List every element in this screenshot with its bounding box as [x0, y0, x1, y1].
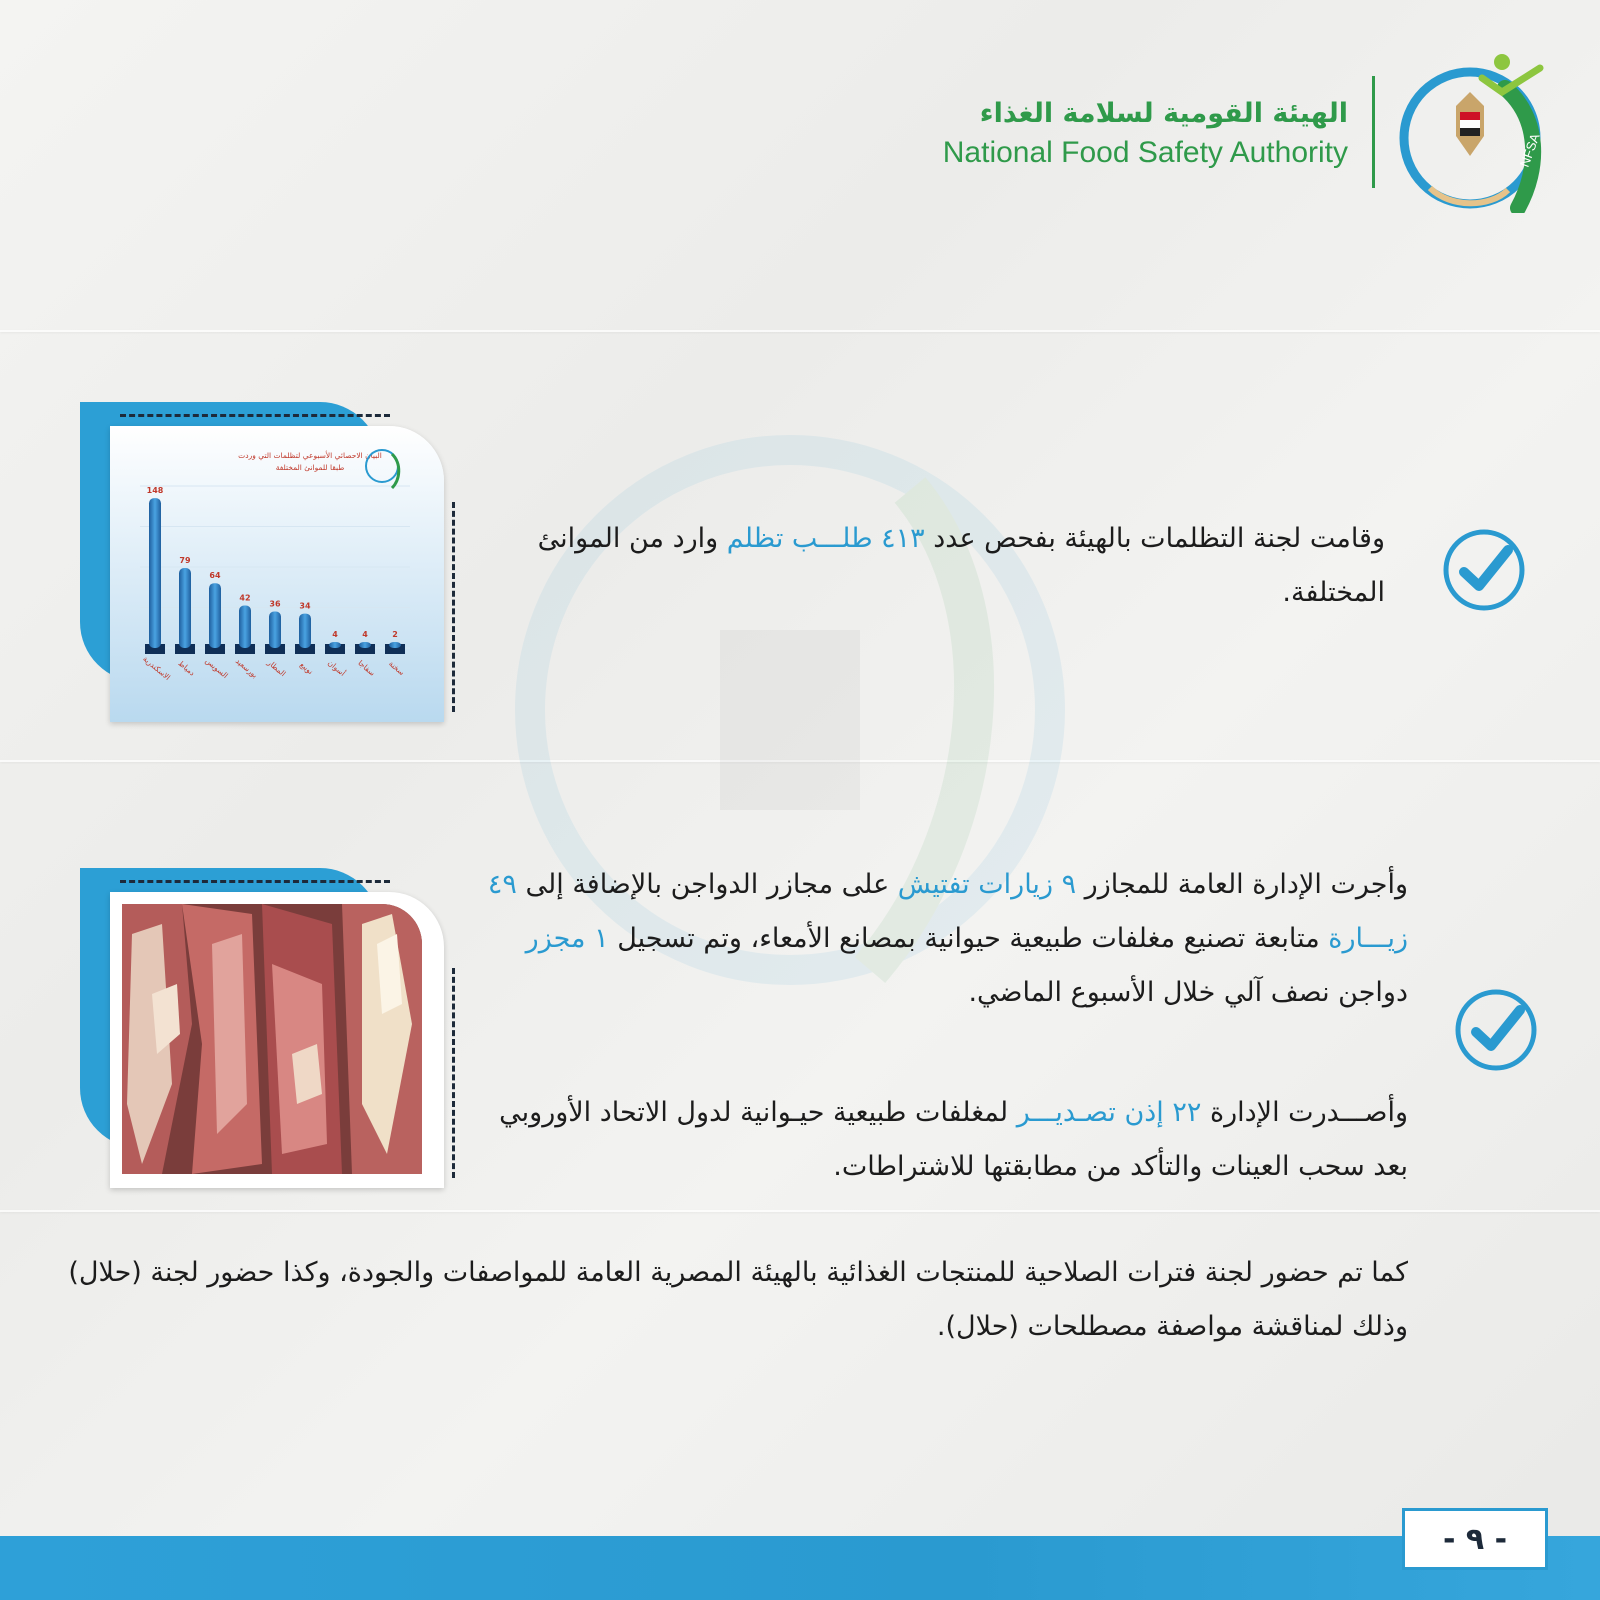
- chart-value-label: 79: [179, 556, 191, 566]
- check-icon: [1442, 528, 1526, 612]
- header: [870, 40, 1570, 220]
- chart-title-line2: طبقا للموانئ المختلفة: [275, 463, 345, 472]
- chart-bar: [149, 498, 161, 648]
- chart-category-label: بورسعيد: [233, 656, 260, 680]
- body-text: وأجرت الإدارة العامة للمجازر: [1076, 869, 1408, 900]
- org-name-arabic: الهيئة القومية لسلامة الغذاء: [979, 98, 1348, 129]
- body-text: على مجازر الدواجن بالإضافة إلى: [516, 869, 898, 900]
- chart-bar: [179, 568, 191, 648]
- svg-text:NFSA: NFSA: [1516, 131, 1543, 170]
- chart-category-label: أسوان: [326, 658, 348, 678]
- paper-texture: [0, 330, 1600, 332]
- photo-card: [110, 892, 444, 1188]
- chart-category-label: دمياط: [176, 658, 197, 678]
- chart-category-label: سفاجا: [356, 658, 377, 678]
- chart-bar: [209, 583, 221, 648]
- chart-value-label: 42: [239, 593, 251, 603]
- footer-bar: [0, 1536, 1600, 1600]
- highlight-text: ٩ زيارات تفتيش: [897, 869, 1077, 900]
- chart-bar: [269, 612, 281, 648]
- meat-carcass-image: [122, 904, 422, 1174]
- chart-card: [110, 426, 444, 722]
- paper-texture: [0, 1210, 1600, 1212]
- chart-title-line1: البيان الاحصائي الأسبوعي لتظلمات التي وردت: [238, 451, 382, 460]
- chart-bar: [239, 605, 251, 648]
- chart-value-label: 36: [269, 599, 281, 609]
- chart-value-label: 34: [299, 601, 311, 611]
- chart-bar: [389, 642, 401, 648]
- highlight-text: ١ مجزر: [525, 923, 609, 954]
- body-text: وقامت لجنة التظلمات بالهيئة بفحص عدد: [924, 523, 1385, 554]
- chart-bar: [299, 614, 311, 648]
- highlight-text: ٢٢ إذن تصـديـــر: [1016, 1097, 1202, 1128]
- photo-frame: [80, 868, 460, 1198]
- highlight-text: ٤٩ زيـــارة: [487, 869, 1408, 954]
- chart-bar: [329, 642, 341, 648]
- highlight-text: ٤١٣ طلـــب تظلم: [726, 523, 925, 554]
- dashed-border: [452, 968, 455, 1178]
- paragraph-export-permits: [458, 1086, 1408, 1194]
- nfsa-logo: [1390, 48, 1570, 213]
- body-text: دواجن نصف آلي خلال الأسبوع الماضي.: [968, 977, 1408, 1008]
- check-icon: [1454, 988, 1538, 1072]
- org-name-english: National Food Safety Authority: [942, 136, 1348, 169]
- paragraph-complaints: [455, 512, 1385, 620]
- chart-category-label: الاسكندرية: [141, 654, 173, 683]
- dashed-border: [120, 414, 390, 417]
- chart-category-label: المطار: [265, 657, 288, 679]
- chart-bar: [359, 642, 371, 648]
- body-text: متابعة تصنيع مغلفات طبيعية حيوانية بمصانع الأمعاء، وتم تسجيل: [608, 923, 1329, 954]
- paragraph-committees: كما تم حضور لجنة فترات الصلاحية للمنتجات الغذائية بالهيئة المصرية العامة للمواصفات والجودة، وكذا حضور لجنة (حلال) وذلك لمناقشة مواصفة مصطلحات (حلال).: [68, 1257, 1408, 1342]
- page-number: - ٩ -: [1402, 1508, 1548, 1570]
- chart-value-label: 2: [392, 630, 398, 639]
- body-text: وارد من الموانئ المختلفة.: [537, 523, 1385, 608]
- dashed-border: [120, 880, 390, 883]
- chart-value-label: 148: [146, 486, 164, 496]
- bar-chart: [110, 426, 444, 722]
- paragraph-inspections: [458, 858, 1408, 1020]
- chart-value-label: 64: [209, 571, 221, 581]
- body-text: لمغلفات طبيعية حيـوانية لدول الاتحاد الأوروبي بعد سحب العينات والتأكد من مطابقتها للاشتراطات.: [499, 1097, 1408, 1182]
- chart-category-label: السويس: [203, 656, 230, 681]
- body-text: وأصـــدرت الإدارة: [1201, 1097, 1408, 1128]
- logo-divider: [1372, 76, 1375, 188]
- chart-frame: [80, 402, 460, 732]
- chart-category-label: سخنة: [387, 659, 407, 678]
- chart-category-label: نويبع: [298, 660, 315, 677]
- chart-value-label: 4: [332, 630, 338, 639]
- chart-value-label: 4: [362, 630, 368, 639]
